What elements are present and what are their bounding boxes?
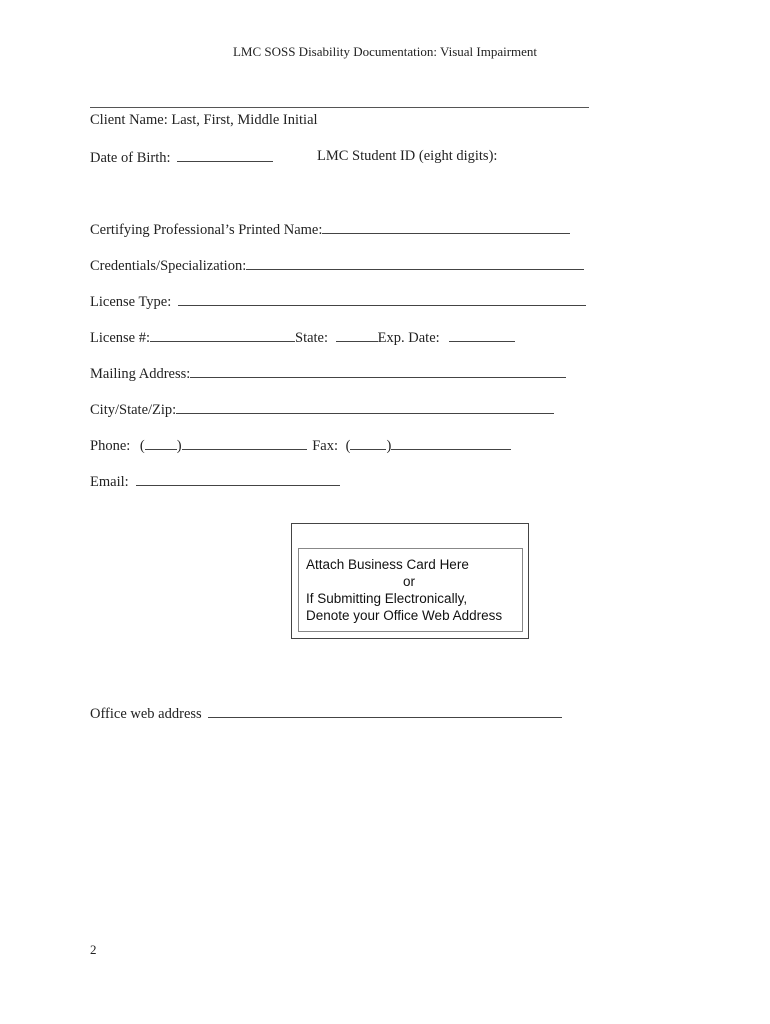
phone-paren-close: ) (176, 438, 182, 454)
dob-label: Date of Birth: (90, 150, 171, 166)
client-name-line[interactable] (90, 107, 589, 108)
license-num-label: License #: (90, 330, 150, 346)
license-type-field[interactable] (178, 291, 586, 306)
fax-paren-open: ( (345, 438, 351, 454)
license-type-row (90, 291, 586, 311)
fax-label: Fax: (312, 438, 338, 454)
license-num-field[interactable] (150, 327, 295, 342)
city-label: City/State/Zip: (90, 402, 177, 418)
page-header: LMC SOSS Disability Documentation: Visual Impairment (232, 44, 538, 59)
cert-name-row (90, 219, 570, 239)
mailing-row (90, 363, 566, 383)
fax-paren-close: ) (386, 438, 392, 454)
email-label: Email: (90, 474, 129, 490)
client-name-label: Client Name: Last, First, Middle Initial (90, 112, 318, 128)
phone-label: Phone: (90, 438, 131, 454)
credentials-row (90, 255, 584, 275)
cert-name-label: Certifying Professional’s Printed Name: (90, 222, 323, 238)
state-field[interactable] (336, 327, 378, 342)
card-line-1: Attach Business Card Here (306, 557, 469, 572)
card-line-2: or (402, 574, 415, 589)
license-row (90, 327, 515, 347)
email-field[interactable] (136, 471, 340, 486)
exp-date-field[interactable] (449, 327, 515, 342)
phone-number-field[interactable] (182, 435, 307, 450)
card-line-4: Denote your Office Web Address (306, 608, 503, 623)
fax-number-field[interactable] (391, 435, 511, 450)
office-web-row (90, 703, 562, 723)
phone-fax-row (90, 435, 511, 455)
page-number: 2 (90, 942, 97, 957)
city-row (90, 399, 554, 419)
fax-area-code-field[interactable] (350, 435, 386, 450)
cert-name-field[interactable] (322, 219, 570, 234)
email-row (90, 471, 340, 491)
business-card-instructions (298, 548, 523, 632)
license-type-label: License Type: (90, 294, 172, 310)
office-web-field[interactable] (208, 703, 562, 718)
exp-date-label: Exp. Date: (377, 330, 440, 346)
mailing-field[interactable] (190, 363, 566, 378)
mailing-label: Mailing Address: (90, 366, 191, 382)
dob-field[interactable] (177, 147, 273, 162)
dob-row (90, 147, 273, 167)
state-label: State: (295, 330, 329, 346)
office-web-label: Office web address (90, 706, 202, 722)
phone-area-code-field[interactable] (145, 435, 177, 450)
phone-paren-open: ( (139, 438, 145, 454)
card-line-3: If Submitting Electronically, (306, 591, 468, 606)
credentials-field[interactable] (246, 255, 584, 270)
credentials-label: Credentials/Specialization: (90, 258, 247, 274)
student-id-label: LMC Student ID (eight digits): (317, 148, 498, 164)
city-field[interactable] (176, 399, 554, 414)
